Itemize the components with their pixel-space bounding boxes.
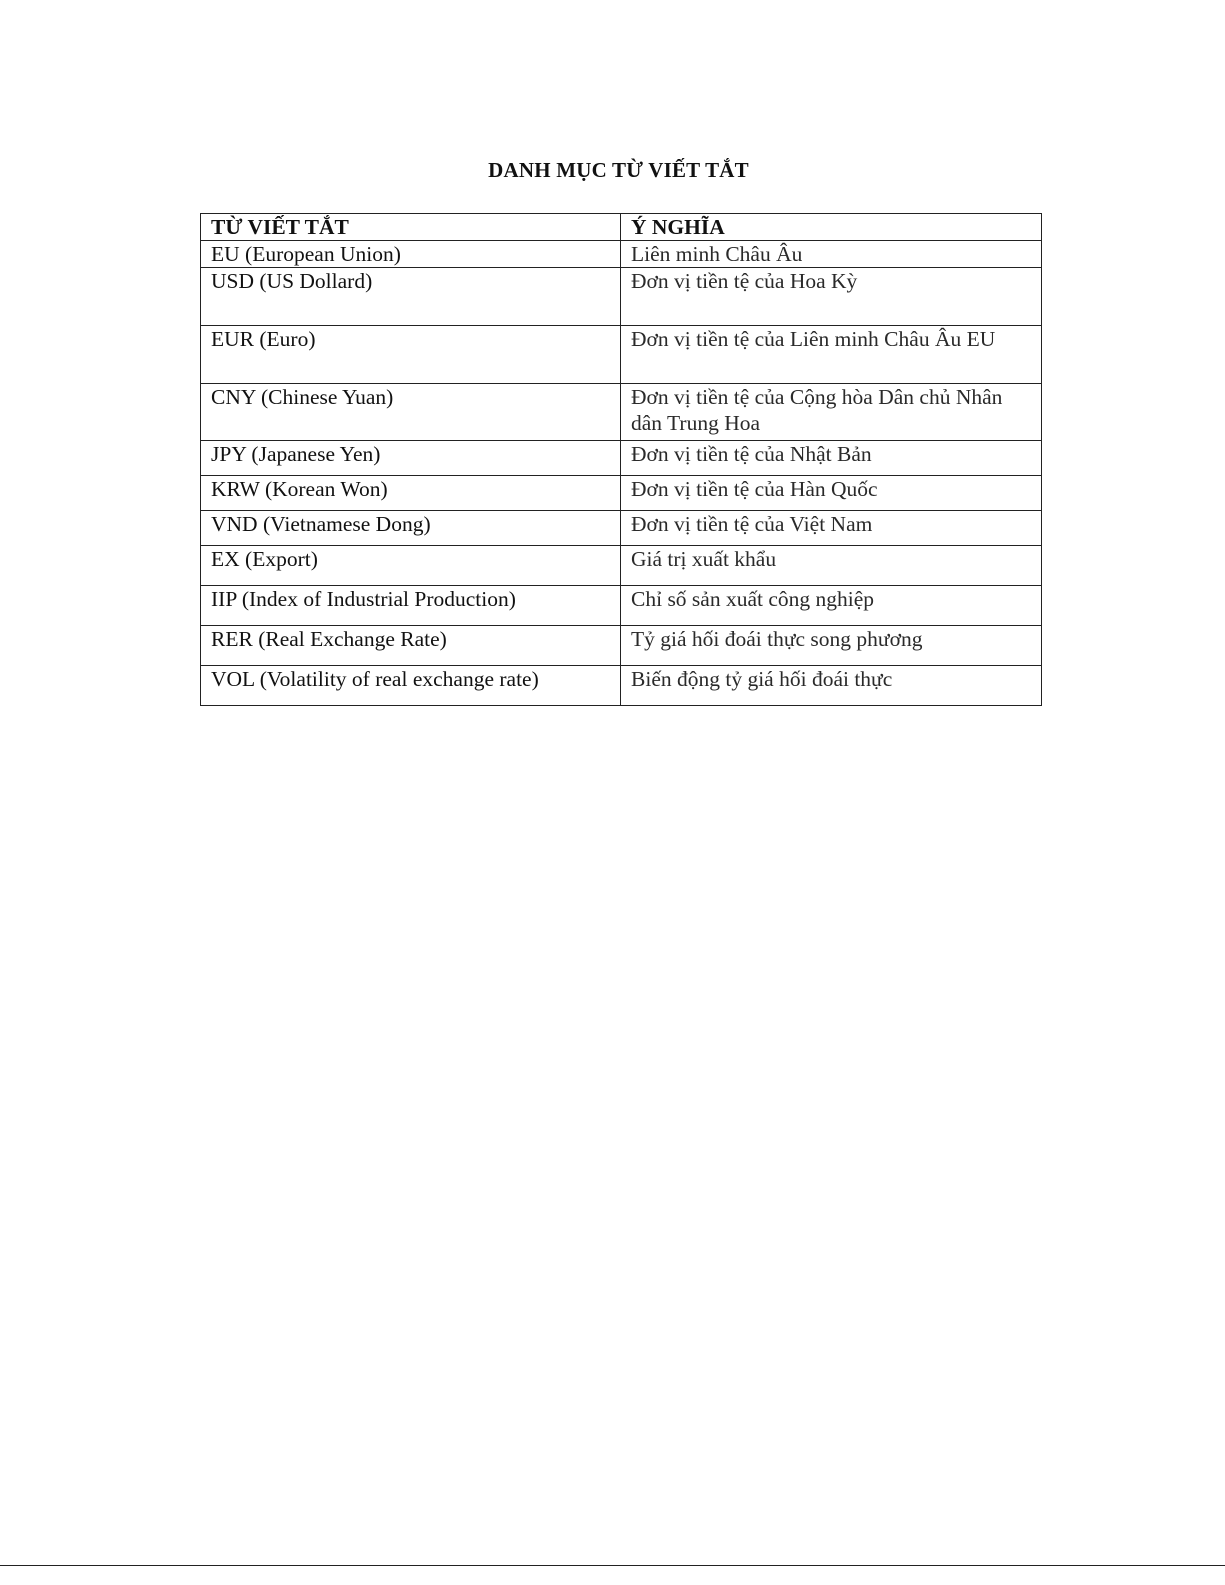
- abbreviation-cell: IIP (Index of Industrial Production): [201, 586, 621, 626]
- meaning-cell: Chỉ số sản xuất công nghiệp: [621, 586, 1042, 626]
- table-header: [201, 214, 1042, 241]
- meaning-cell: Liên minh Châu Âu: [621, 241, 1042, 268]
- meaning-cell: Đơn vị tiền tệ của Nhật Bản: [621, 441, 1042, 476]
- table-row: [201, 268, 1042, 326]
- table-header-row: [201, 214, 1042, 241]
- table-row: [201, 626, 1042, 666]
- abbreviation-cell: USD (US Dollard): [201, 268, 621, 326]
- table-row: [201, 511, 1042, 546]
- abbreviation-cell: VND (Vietnamese Dong): [201, 511, 621, 546]
- abbreviation-cell: VOL (Volatility of real exchange rate): [201, 666, 621, 706]
- table-row: [201, 326, 1042, 384]
- table-row: [201, 441, 1042, 476]
- meaning-cell: Tỷ giá hối đoái thực song phương: [621, 626, 1042, 666]
- abbreviation-cell: EX (Export): [201, 546, 621, 586]
- meaning-cell: Đơn vị tiền tệ của Liên minh Châu Âu EU: [621, 326, 1042, 384]
- meaning-cell: Biến động tỷ giá hối đoái thực: [621, 666, 1042, 706]
- page-title: DANH MỤC TỪ VIẾT TẮT: [488, 158, 749, 182]
- meaning-cell: Đơn vị tiền tệ của Cộng hòa Dân chủ Nhân dân Trung Hoa: [621, 384, 1042, 441]
- table-row: [201, 476, 1042, 511]
- abbreviation-cell: KRW (Korean Won): [201, 476, 621, 511]
- table-row: [201, 546, 1042, 586]
- table-row: [201, 241, 1042, 268]
- abbreviation-table: [200, 213, 1042, 706]
- table-row: [201, 384, 1042, 441]
- table-row: [201, 586, 1042, 626]
- abbreviation-cell: CNY (Chinese Yuan): [201, 384, 621, 441]
- column-header-abbreviation: TỪ VIẾT TẮT: [201, 214, 621, 241]
- abbreviation-cell: EU (European Union): [201, 241, 621, 268]
- meaning-cell: Đơn vị tiền tệ của Việt Nam: [621, 511, 1042, 546]
- meaning-cell: Giá trị xuất khẩu: [621, 546, 1042, 586]
- table-body: [201, 241, 1042, 706]
- meaning-cell: Đơn vị tiền tệ của Hoa Kỳ: [621, 268, 1042, 326]
- meaning-cell: Đơn vị tiền tệ của Hàn Quốc: [621, 476, 1042, 511]
- column-header-meaning: Ý NGHĨA: [621, 214, 1042, 241]
- page-bottom-divider: [0, 1565, 1225, 1566]
- abbreviation-cell: RER (Real Exchange Rate): [201, 626, 621, 666]
- abbreviation-cell: EUR (Euro): [201, 326, 621, 384]
- abbreviation-cell: JPY (Japanese Yen): [201, 441, 621, 476]
- table-row: [201, 666, 1042, 706]
